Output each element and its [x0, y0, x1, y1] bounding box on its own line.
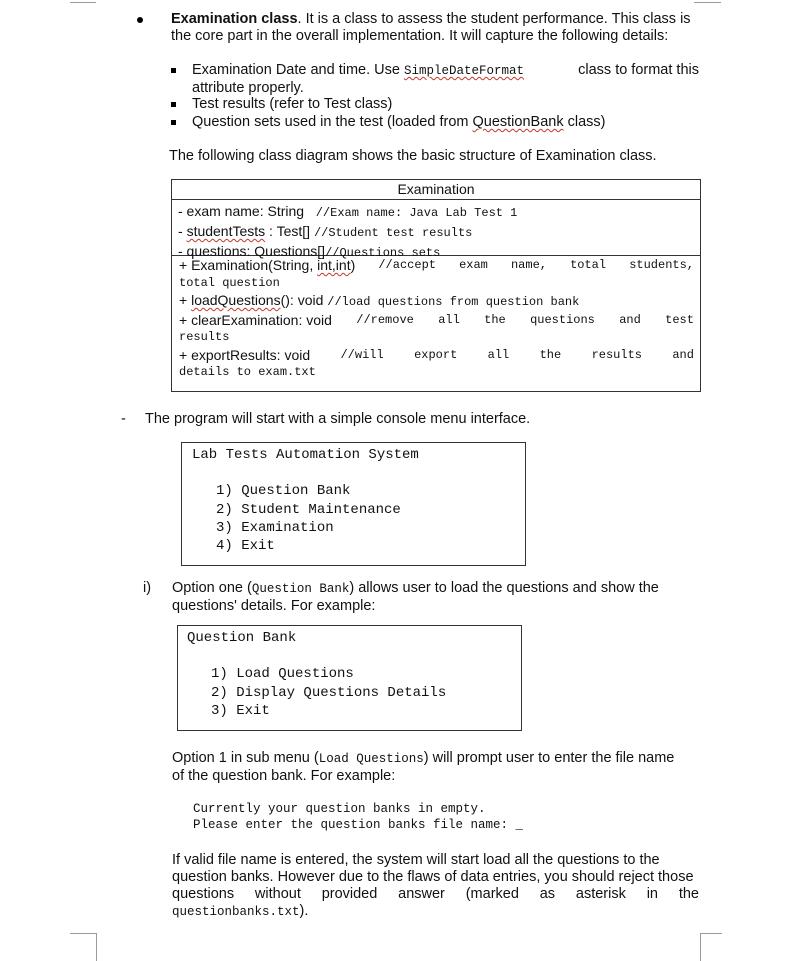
square-bullet-3 [171, 120, 176, 125]
bullet-dot [137, 17, 143, 23]
option-one-marker: i) [143, 580, 152, 596]
class-attributes [172, 200, 700, 260]
crop-mark-top-right [694, 0, 721, 3]
question-bank-console [177, 625, 522, 731]
menu-item-question-bank: 1) Question Bank [216, 483, 351, 499]
square-bullet-1 [171, 68, 176, 73]
console-intro: The program will start with a simple console menu interface. [145, 411, 531, 427]
class-diagram [171, 179, 701, 392]
class-operations: + Examination(String, int,int) //accept exam name, total students, total question + loadQuestions(): void //load questions from question bank + clearExamination: void //remove all the questions and test results + exportResults: void //will export all the results and details to exam.txt [179, 257, 694, 379]
crop-mark-bottom-left [70, 933, 97, 961]
menu-item-student-maintenance: 2) Student Maintenance [216, 502, 401, 518]
prompt-line-2: Please enter the question banks file name: _ [193, 818, 524, 832]
operation-constructor: + Examination(String, int,int) //accept exam name, total students, [179, 257, 694, 273]
crop-mark-bottom-right [700, 933, 722, 961]
prompt-line-1: Currently your question banks in empty. [193, 802, 486, 816]
main-menu-console [181, 442, 526, 566]
diagram-caption: The following class diagram shows the basic structure of Examination class. [169, 148, 657, 164]
dash-marker: - [121, 411, 126, 427]
examination-intro: Examination class. It is a class to assess the student performance. This class is the core part in the overall implementation. It will capture the following details: [171, 11, 691, 44]
operation-export-results: + exportResults: void //will export all the results and [179, 346, 694, 363]
class-diagram-name: Examination [172, 180, 700, 200]
detail-date-time: Examination Date and time. Use SimpleDateFormat class to format this attribute properly. [192, 62, 699, 96]
attribute-student-tests: - studentTests : Test[] //Student test results [178, 223, 473, 240]
detail-test-results: Test results (refer to Test class) [192, 96, 393, 112]
menu-item-qb-exit: 3) Exit [211, 703, 270, 719]
valid-file-paragraph: If valid file name is entered, the system will start load all the questions to the question banks. However due to the flaws of data entries, you should reject those questions without provided answer (marked as asterisk in the questionbanks.txt). [172, 852, 699, 919]
question-bank-title: Question Bank [187, 630, 297, 646]
crop-mark-top-left [70, 0, 96, 3]
menu-item-load-questions: 1) Load Questions [211, 666, 354, 682]
detail-question-sets: Question sets used in the test (loaded from QuestionBank class) [192, 114, 606, 130]
square-bullet-2 [171, 102, 176, 107]
operation-load-questions: + loadQuestions(): void //load questions from question bank [179, 292, 580, 309]
menu-item-exit: 4) Exit [216, 538, 275, 554]
option-one-text: Option one (Question Bank) allows user to load the questions and show the questions' details. For example: [172, 580, 659, 614]
main-menu-title: Lab Tests Automation System [192, 447, 419, 463]
examination-title: Examination class [171, 11, 298, 27]
option1-submenu-text: Option 1 in sub menu (Load Questions) will prompt user to enter the file name of the question bank. For example: [172, 750, 675, 784]
operation-clear-examination: + clearExamination: void //remove all the questions and test [179, 311, 694, 328]
menu-item-display-questions: 2) Display Questions Details [211, 685, 447, 701]
attribute-exam-name: - exam name: String //Exam name: Java Lab Test 1 [178, 203, 518, 220]
attribute-questions: - questions: Questions[]//Questions sets [178, 243, 441, 260]
menu-item-examination: 3) Examination [216, 520, 334, 536]
